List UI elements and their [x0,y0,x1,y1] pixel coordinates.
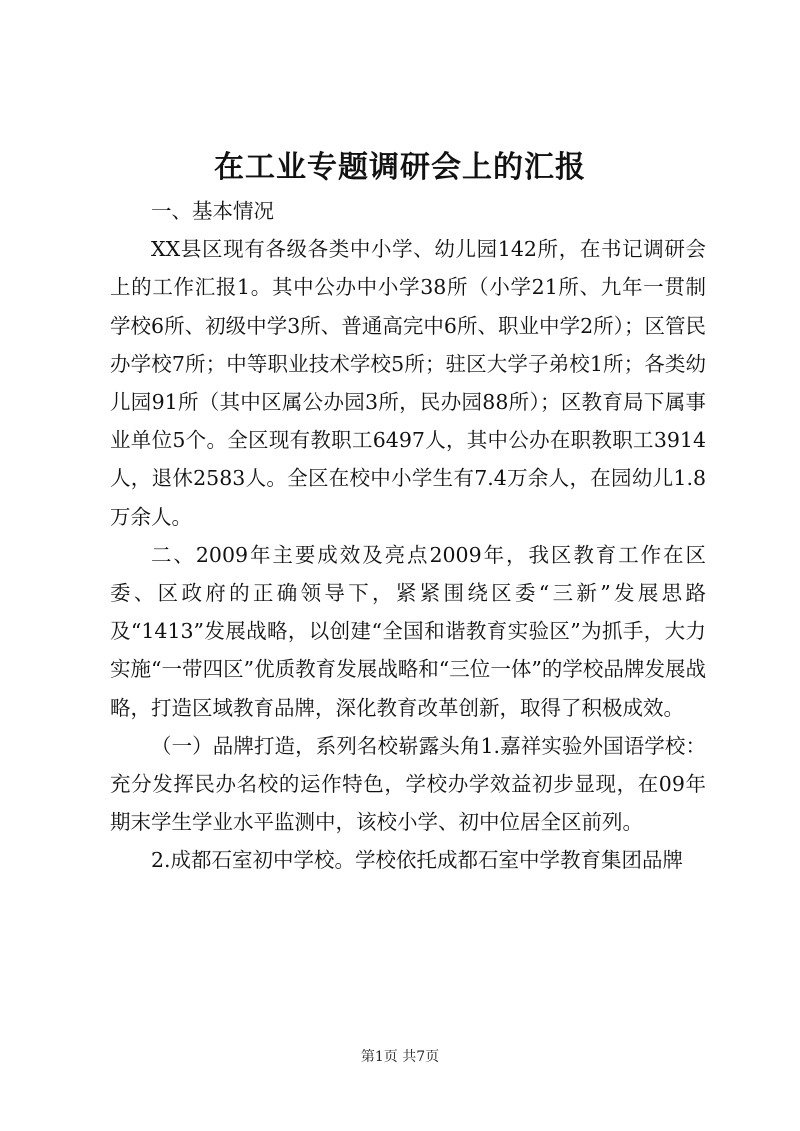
paragraph-school-statistics: XX县区现有各级各类中小学、幼儿园142所，在书记调研会上的工作汇报1。其中公办中小学38所（小学21所、九年一贯制学校6所、初级中学3所、普通高完中6所、职业中学2所）；区管民办学校7所；中等职业技术学校5所；驻区大学子弟校1所；各类幼儿园91所（其中区属公办园3所，民办园88所）；区教育局下属事业单位5个。全区现有教职工6497人，其中公办在职教职工3914人，退休2583人。全区在校中小学生有7.4万余人，在园幼儿1.8万余人。 [110,237,706,529]
document-body [110,192,706,880]
paragraph-brand-building: （一）品牌打造，系列名校崭露头角1.嘉祥实验外国语学校：充分发挥民办名校的运作特色，学校办学效益初步显现，在09年期末学生学业水平监测中，该校小学、初中位居全区前列。 [110,733,706,835]
document-title: 在工业专题调研会上的汇报 [214,150,586,185]
paragraph-2009-achievements: 二、2009年主要成效及亮点2009年，我区教育工作在区委、区政府的正确领导下，紧紧围绕区委“三新”发展思路及“1413”发展战略，以创建“全国和谐教育实验区”为抓手，大力实施“一带四区”优质教育发展战略和“三位一体”的学校品牌发展战略，打造区域教育品牌，深化教育改革创新，取得了积极成效。 [110,542,706,720]
paragraph-shishi-school: 2.成都石室初中学校。学校依托成都石室中学教育集团品牌 [151,848,684,873]
page-number-footer: 第1页 共7页 [360,1049,440,1065]
section-heading-basic-info: 一、基本情况 [151,199,274,223]
